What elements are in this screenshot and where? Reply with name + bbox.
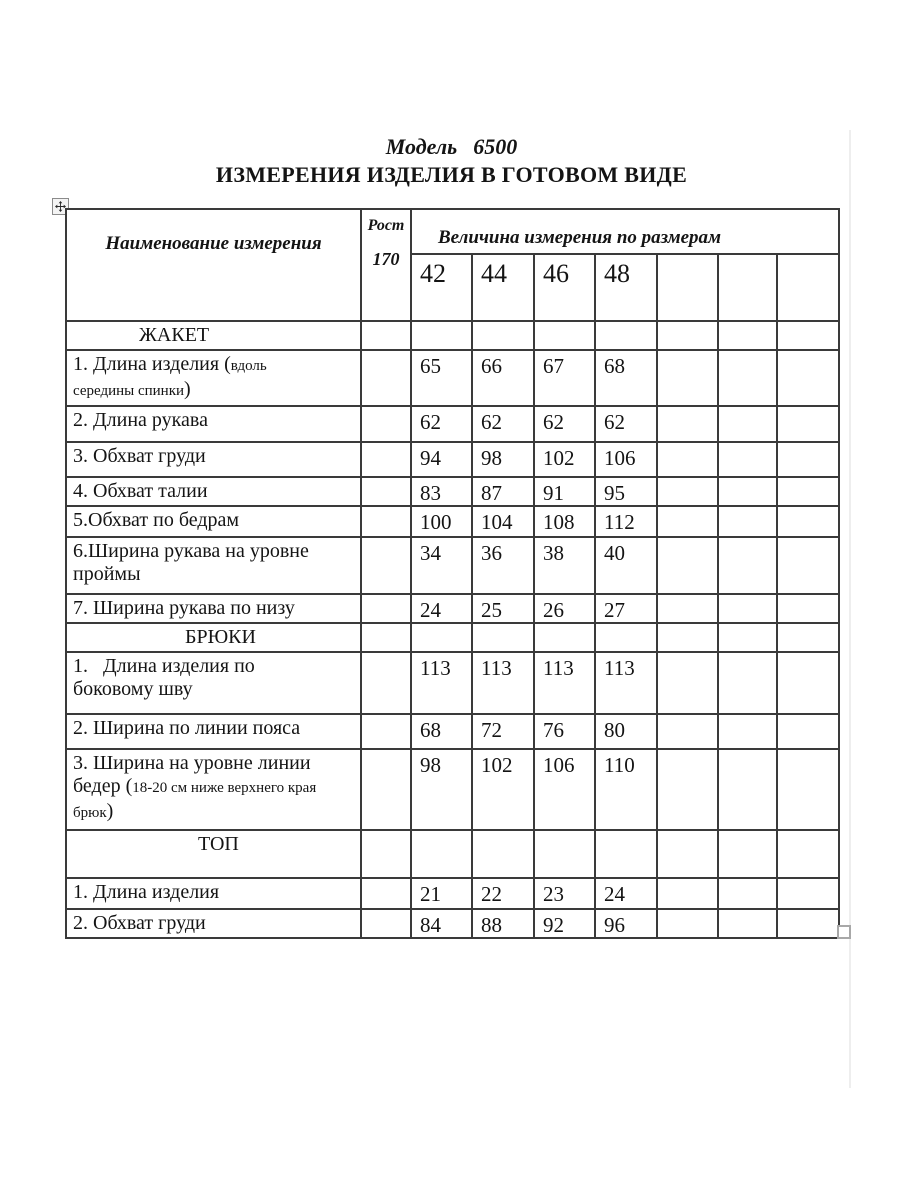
- value-cell: 65: [411, 350, 472, 406]
- section-label-cell: БРЮКИ: [66, 623, 361, 652]
- table-row: [66, 749, 839, 830]
- table-row: [66, 506, 839, 537]
- value-cell: [534, 623, 595, 652]
- value-cell: [595, 830, 657, 878]
- value-cell: [657, 406, 718, 442]
- value-cell: [657, 442, 718, 477]
- table-row: [66, 406, 839, 442]
- value-cell: [777, 830, 839, 878]
- value-cell: [777, 714, 839, 749]
- value-cell: 92: [534, 909, 595, 938]
- table-row: [66, 442, 839, 477]
- size-header-cell: 48: [595, 254, 657, 321]
- value-cell: [718, 652, 777, 714]
- value-cell: [657, 909, 718, 938]
- rost-cell: [361, 506, 411, 537]
- header-row-1: [66, 209, 839, 254]
- value-cell: 26: [534, 594, 595, 623]
- rost-cell: [361, 909, 411, 938]
- value-cell: 104: [472, 506, 534, 537]
- value-cell: 62: [411, 406, 472, 442]
- value-cell: [777, 506, 839, 537]
- value-cell: [472, 321, 534, 350]
- measurement-name-cell: 5.Обхват по бедрам: [66, 506, 361, 537]
- value-cell: [777, 594, 839, 623]
- value-cell: [411, 830, 472, 878]
- value-cell: 62: [472, 406, 534, 442]
- value-cell: 113: [595, 652, 657, 714]
- measurement-name-cell: 7. Ширина рукава по низу: [66, 594, 361, 623]
- value-cell: 87: [472, 477, 534, 506]
- value-cell: 106: [595, 442, 657, 477]
- value-cell: 27: [595, 594, 657, 623]
- value-cell: 36: [472, 537, 534, 594]
- table-row: [66, 714, 839, 749]
- table-row: [66, 594, 839, 623]
- measurement-name-cell: 2. Обхват груди: [66, 909, 361, 938]
- measurement-name-cell: 3. Ширина на уровне линии бедер (18-20 см ниже верхнего края брюк): [66, 749, 361, 830]
- text-margin-line: [849, 130, 851, 1088]
- section-row: [66, 623, 839, 652]
- value-cell: [657, 321, 718, 350]
- value-cell: 21: [411, 878, 472, 909]
- section-label-cell: ТОП: [66, 830, 361, 878]
- measurement-name-cell: 1. Длина изделия по боковому шву: [66, 652, 361, 714]
- value-cell: 40: [595, 537, 657, 594]
- measurement-name-cell: 2. Ширина по линии пояса: [66, 714, 361, 749]
- value-cell: 84: [411, 909, 472, 938]
- table-row: [66, 909, 839, 938]
- section-row: [66, 321, 839, 350]
- section-label-cell: ЖАКЕТ: [66, 321, 361, 350]
- value-cell: 76: [534, 714, 595, 749]
- value-cell: [657, 537, 718, 594]
- value-cell: [411, 623, 472, 652]
- value-cell: [657, 652, 718, 714]
- value-cell: 83: [411, 477, 472, 506]
- value-cell: [718, 714, 777, 749]
- value-cell: 72: [472, 714, 534, 749]
- value-cell: [718, 350, 777, 406]
- value-cell: 98: [411, 749, 472, 830]
- rost-cell: [361, 442, 411, 477]
- size-header-cell: 44: [472, 254, 534, 321]
- value-cell: 80: [595, 714, 657, 749]
- rost-cell: [361, 477, 411, 506]
- value-cell: [777, 321, 839, 350]
- value-cell: 96: [595, 909, 657, 938]
- value-cell: 66: [472, 350, 534, 406]
- measurement-name-cell: 1. Длина изделия: [66, 878, 361, 909]
- value-cell: 22: [472, 878, 534, 909]
- value-cell: [777, 442, 839, 477]
- rost-cell: [361, 749, 411, 830]
- table-row: [66, 350, 839, 406]
- value-cell: [777, 652, 839, 714]
- value-cell: [718, 878, 777, 909]
- header-rost-cell: [361, 209, 411, 321]
- value-cell: 102: [472, 749, 534, 830]
- value-cell: [718, 406, 777, 442]
- rost-cell: [361, 350, 411, 406]
- value-cell: [777, 623, 839, 652]
- value-cell: [777, 477, 839, 506]
- measurement-name-cell: 2. Длина рукава: [66, 406, 361, 442]
- value-cell: 106: [534, 749, 595, 830]
- value-cell: [657, 749, 718, 830]
- measurement-name-cell: 1. Длина изделия (вдоль середины спинки): [66, 350, 361, 406]
- size-header-cell: [657, 254, 718, 321]
- measurement-name-cell: 6.Ширина рукава на уровне проймы: [66, 537, 361, 594]
- value-cell: [472, 623, 534, 652]
- value-cell: [718, 909, 777, 938]
- measurement-name-cell: 4. Обхват талии: [66, 477, 361, 506]
- value-cell: 112: [595, 506, 657, 537]
- value-cell: [718, 537, 777, 594]
- value-cell: [472, 830, 534, 878]
- rost-cell: [361, 652, 411, 714]
- section-row: [66, 830, 839, 878]
- value-cell: 95: [595, 477, 657, 506]
- value-cell: [718, 594, 777, 623]
- value-cell: [657, 830, 718, 878]
- value-cell: 91: [534, 477, 595, 506]
- header-name-cell: Наименование измерения: [66, 209, 361, 321]
- value-cell: 24: [411, 594, 472, 623]
- value-cell: [777, 537, 839, 594]
- table-row: [66, 652, 839, 714]
- value-cell: 94: [411, 442, 472, 477]
- value-cell: 98: [472, 442, 534, 477]
- value-cell: [777, 878, 839, 909]
- value-cell: [777, 406, 839, 442]
- value-cell: 38: [534, 537, 595, 594]
- value-cell: [657, 350, 718, 406]
- value-cell: [718, 749, 777, 830]
- header-sizes-label-cell: Величина измерения по размерам: [411, 209, 839, 254]
- value-cell: [777, 909, 839, 938]
- rost-value: 170: [372, 249, 400, 269]
- value-cell: [657, 878, 718, 909]
- page-title: ИЗМЕРЕНИЯ ИЗДЕЛИЯ В ГОТОВОМ ВИДЕ: [215, 162, 688, 187]
- rost-cell: [361, 714, 411, 749]
- rost-label: Рост: [367, 217, 405, 234]
- value-cell: 24: [595, 878, 657, 909]
- rost-cell: [361, 830, 411, 878]
- model-title: [65, 134, 838, 160]
- value-cell: [718, 830, 777, 878]
- rost-cell: [361, 878, 411, 909]
- value-cell: 68: [411, 714, 472, 749]
- document-titles: [65, 134, 838, 188]
- value-cell: 68: [595, 350, 657, 406]
- value-cell: 88: [472, 909, 534, 938]
- value-cell: [657, 714, 718, 749]
- value-cell: [534, 830, 595, 878]
- rost-cell: [361, 321, 411, 350]
- value-cell: 67: [534, 350, 595, 406]
- value-cell: [657, 623, 718, 652]
- value-cell: 23: [534, 878, 595, 909]
- model-label: Модель: [385, 134, 458, 159]
- value-cell: 25: [472, 594, 534, 623]
- value-cell: 62: [595, 406, 657, 442]
- value-cell: 102: [534, 442, 595, 477]
- value-cell: 34: [411, 537, 472, 594]
- value-cell: [657, 594, 718, 623]
- value-cell: [777, 749, 839, 830]
- value-cell: [595, 623, 657, 652]
- table-row: [66, 878, 839, 909]
- size-header-cell: 46: [534, 254, 595, 321]
- value-cell: 113: [472, 652, 534, 714]
- value-cell: [718, 623, 777, 652]
- value-cell: [595, 321, 657, 350]
- value-cell: [657, 506, 718, 537]
- size-header-cell: [718, 254, 777, 321]
- model-number: 6500: [473, 134, 518, 159]
- size-header-cell: 42: [411, 254, 472, 321]
- value-cell: [718, 442, 777, 477]
- value-cell: 62: [534, 406, 595, 442]
- value-cell: [777, 350, 839, 406]
- rost-cell: [361, 623, 411, 652]
- value-cell: [411, 321, 472, 350]
- value-cell: [718, 321, 777, 350]
- rost-cell: [361, 406, 411, 442]
- rost-cell: [361, 594, 411, 623]
- value-cell: 113: [411, 652, 472, 714]
- table-resize-handle[interactable]: [837, 925, 851, 939]
- value-cell: [718, 506, 777, 537]
- size-header-cell: [777, 254, 839, 321]
- table-row: [66, 477, 839, 506]
- table-row: [66, 537, 839, 594]
- value-cell: 108: [534, 506, 595, 537]
- value-cell: [718, 477, 777, 506]
- value-cell: 113: [534, 652, 595, 714]
- value-cell: 100: [411, 506, 472, 537]
- value-cell: 110: [595, 749, 657, 830]
- measurements-table: [65, 208, 840, 939]
- measurement-name-cell: 3. Обхват груди: [66, 442, 361, 477]
- rost-cell: [361, 537, 411, 594]
- value-cell: [534, 321, 595, 350]
- value-cell: [657, 477, 718, 506]
